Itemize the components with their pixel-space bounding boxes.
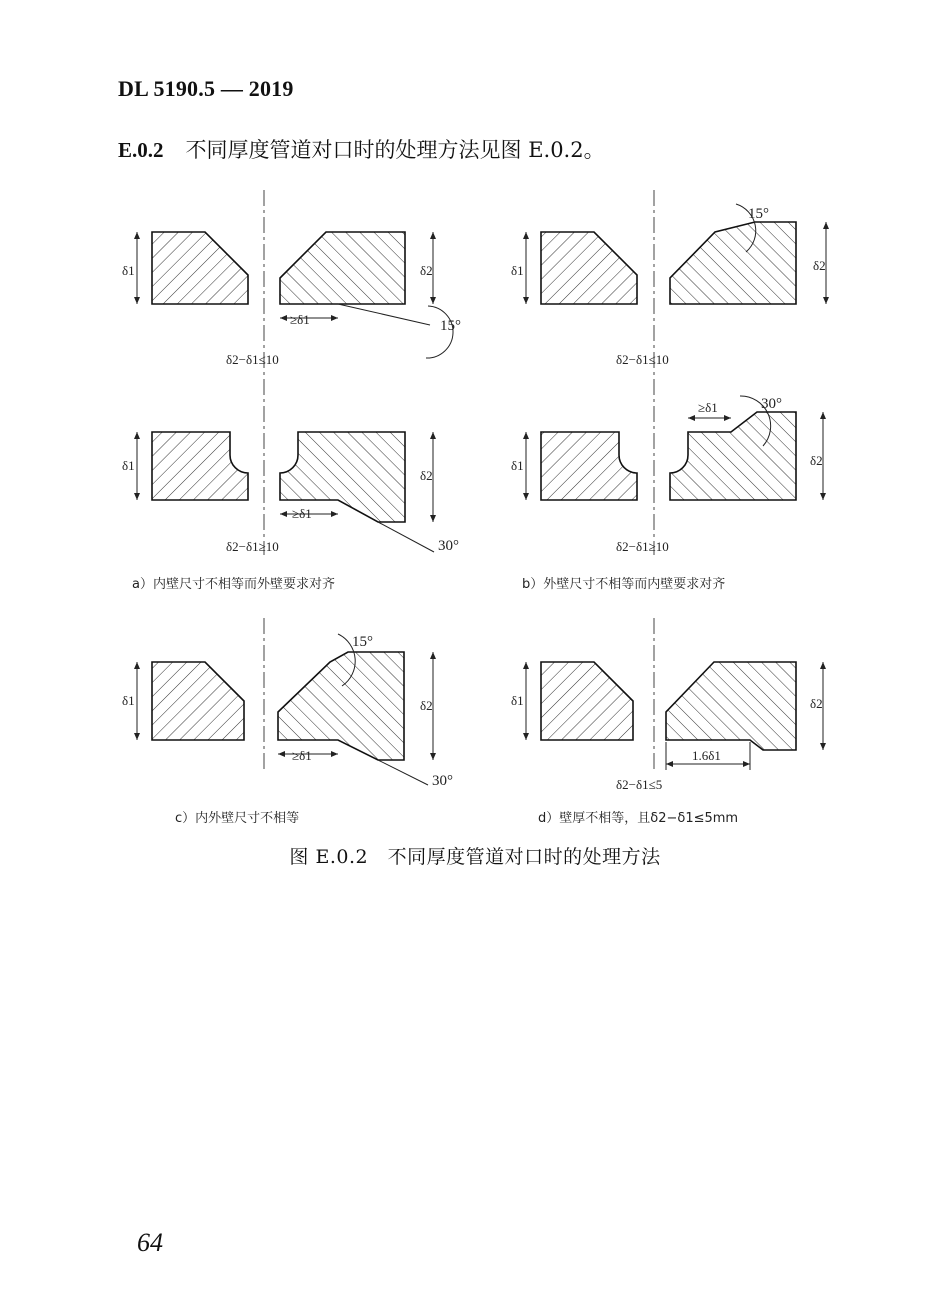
subcaption-b: b）外壁尺寸不相等而内壁要求对齐 [522,577,726,592]
label-ge-d1-b-second: ≥δ1 [698,400,718,415]
label-d2-b-top: δ2 [813,258,826,273]
label-d1-d: δ1 [511,693,524,708]
diagram-a-second [137,432,434,552]
label-d2-c: δ2 [420,698,433,713]
condition-a-top: δ2−δ1≤10 [226,352,279,367]
label-d2-b-second: δ2 [810,453,823,468]
angle-15-b-top: 15° [748,206,769,222]
angle-30-b-second: 30° [761,396,782,412]
document-header: DL 5190.5 — 2019 [118,76,294,101]
label-d1-a-top: δ1 [122,263,135,278]
angle-30-a-second: 30° [438,538,459,554]
label-ge-d1-a-top: ≥δ1 [290,312,310,327]
label-d1-b-second: δ1 [511,458,524,473]
diagram-c [137,634,433,785]
angle-15-a-top: 15° [440,318,461,334]
section-text: 不同厚度管道对口时的处理方法见图 E.0.2。 [185,138,605,162]
condition-d: δ2−δ1≤5 [616,777,663,792]
angle-30-c: 30° [432,773,453,789]
label-d2-a-second: δ2 [420,468,433,483]
diagram-a-top [137,232,453,358]
label-ge-d1-a-second: ≥δ1 [292,506,312,521]
subcaption-d: d）壁厚不相等，且δ2−δ1≤5mm [538,811,739,826]
figure-caption: 图 E.0.2 不同厚度管道对口时的处理方法 [289,846,661,868]
label-d1-a-second: δ1 [122,458,135,473]
diagram-b-top [526,204,826,304]
section-number: E.0.2 [118,138,164,162]
condition-b-top: δ2−δ1≤10 [616,352,669,367]
label-1-6-d1-d: 1.6δ1 [692,748,721,763]
diagram-d [526,662,823,770]
subcaption-a: a）内壁尺寸不相等而外壁要求对齐 [132,577,335,592]
condition-b-second: δ2−δ1≥10 [616,539,669,554]
label-ge-d1-c: ≥δ1 [292,748,312,763]
label-d1-b-top: δ1 [511,263,524,278]
page-number: 64 [137,1228,163,1257]
angle-15-c: 15° [352,634,373,650]
label-d2-d: δ2 [810,696,823,711]
condition-a-second: δ2−δ1≥10 [226,539,279,554]
subcaption-c: c）内外壁尺寸不相等 [175,811,300,826]
label-d2-a-top: δ2 [420,263,433,278]
label-d1-c: δ1 [122,693,135,708]
